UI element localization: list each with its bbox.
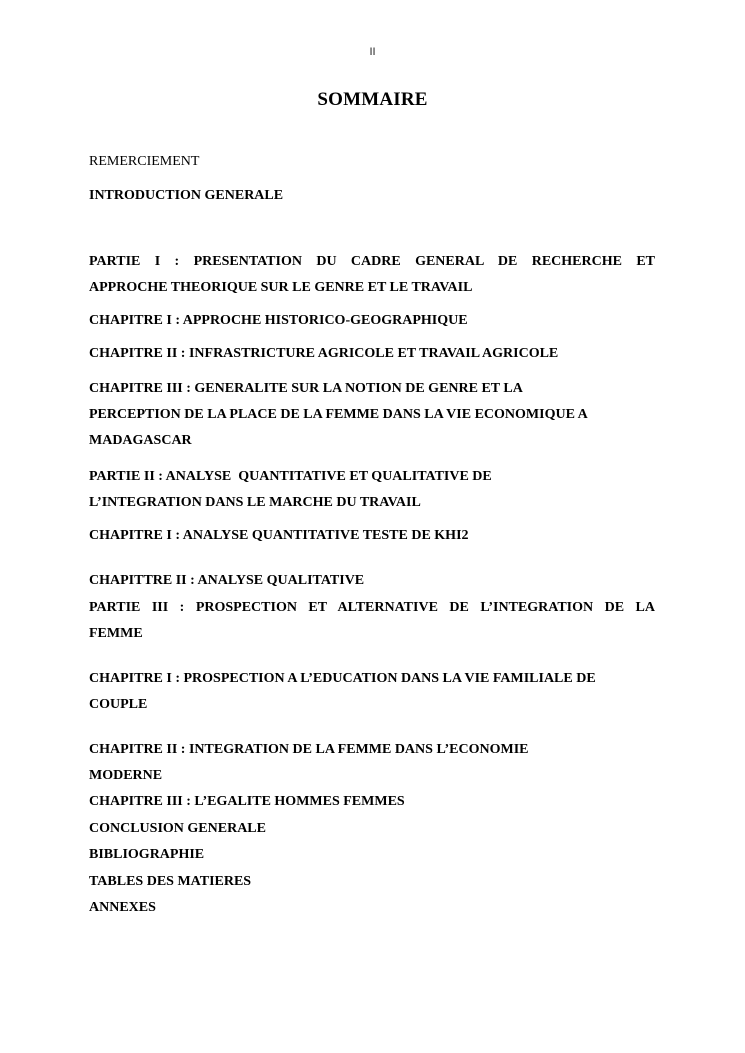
page-number: II <box>369 46 376 58</box>
page-title: SOMMAIRE <box>317 89 428 110</box>
toc-p1-chapitre-3-line-1: CHAPITRE III : GENERALITE SUR LA NOTION DE GENRE ET LA <box>89 381 523 396</box>
toc-p1-chapitre-3-line-3: MADAGASCAR <box>89 433 192 448</box>
toc-remerciement <box>89 149 655 175</box>
toc-p1-chapitre-1-text: CHAPITRE I : APPROCHE HISTORICO-GEOGRAPHIQUE <box>89 313 468 328</box>
toc-tables <box>89 869 655 895</box>
toc-introduction-text: INTRODUCTION GENERALE <box>89 188 284 203</box>
toc-introduction <box>89 183 655 209</box>
toc-p1-chapitre-2-text: CHAPITRE II : INFRASTRICTURE AGRICOLE ET TRAVAIL AGRICOLE <box>89 346 559 361</box>
toc-conclusion-text: CONCLUSION GENERALE <box>89 821 266 836</box>
toc-partie-3-line-2: FEMME <box>89 626 143 641</box>
toc-tables-text: TABLES DES MATIERES <box>89 874 252 889</box>
toc-conclusion <box>89 816 655 842</box>
toc-p3-chapitre-2-line-1: CHAPITRE II : INTEGRATION DE LA FEMME DANS L’ECONOMIE <box>89 742 529 757</box>
toc-p3-chapitre-2-line-2: MODERNE <box>89 768 163 783</box>
toc-p1-chapitre-3-line-2: PERCEPTION DE LA PLACE DE LA FEMME DANS LA VIE ECONOMIQUE A <box>89 407 588 422</box>
toc-p3-chapitre-1-line-2: COUPLE <box>89 697 148 712</box>
toc-p2-chapitre-1-text: CHAPITRE I : ANALYSE QUANTITATIVE TESTE DE KHI2 <box>89 528 469 543</box>
toc-partie-1-line-1: PARTIE I : PRESENTATION DU CADRE GENERAL DE RECHERCHE ET <box>89 254 655 269</box>
toc-annexes <box>89 895 655 921</box>
toc-partie-2 <box>89 464 655 516</box>
toc-p3-chapitre-1 <box>89 666 655 718</box>
toc-p3-chapitre-3-text: CHAPITRE III : L’EGALITE HOMMES FEMMES <box>89 794 405 809</box>
toc-partie-3 <box>89 595 655 647</box>
toc-partie-1 <box>89 249 655 301</box>
toc-p2-chapitre-2-text: CHAPITTRE II : ANALYSE QUALITATIVE <box>89 573 365 588</box>
toc-p3-chapitre-3 <box>89 789 655 815</box>
toc-annexes-text: ANNEXES <box>89 900 156 915</box>
toc-p1-chapitre-2 <box>89 341 655 367</box>
toc-p2-chapitre-1 <box>89 523 655 549</box>
toc-p3-chapitre-1-line-1: CHAPITRE I : PROSPECTION A L’EDUCATION DANS LA VIE FAMILIALE DE <box>89 671 596 686</box>
toc-partie-2-line-1: PARTIE II : ANALYSE QUANTITATIVE ET QUALITATIVE DE <box>89 469 492 484</box>
toc-bibliographie <box>89 842 655 868</box>
toc-partie-1-line-2: APPROCHE THEORIQUE SUR LE GENRE ET LE TRAVAIL <box>89 280 473 295</box>
toc-p3-chapitre-2 <box>89 737 655 789</box>
toc-partie-3-line-1: PARTIE III : PROSPECTION ET ALTERNATIVE DE L’INTEGRATION DE LA <box>89 600 655 615</box>
toc-remerciement-text: REMERCIEMENT <box>89 154 200 169</box>
toc-p2-chapitre-2 <box>89 568 655 594</box>
toc-partie-2-line-2: L’INTEGRATION DANS LE MARCHE DU TRAVAIL <box>89 495 421 510</box>
toc-p1-chapitre-1 <box>89 308 655 334</box>
toc-p1-chapitre-3 <box>89 376 655 454</box>
toc-bibliographie-text: BIBLIOGRAPHIE <box>89 847 205 862</box>
